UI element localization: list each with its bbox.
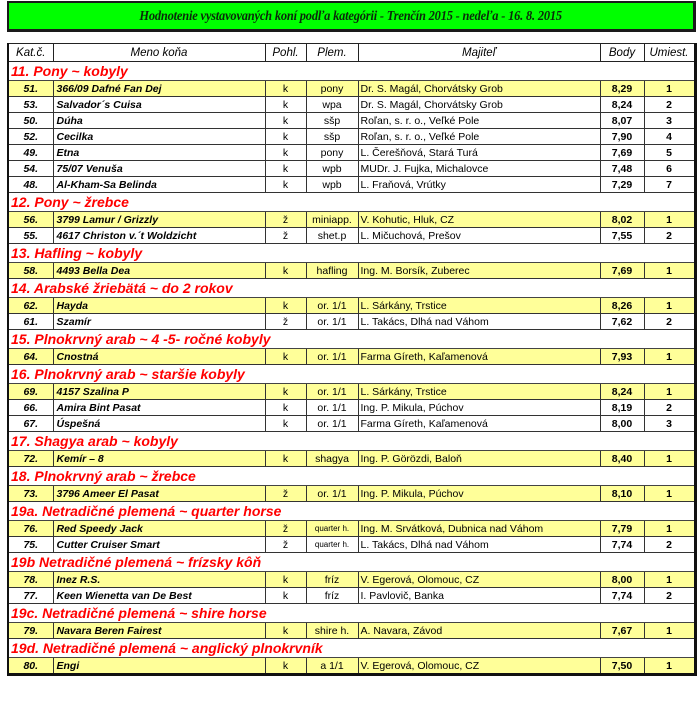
catalog-number: 72.: [8, 451, 53, 467]
placement: 2: [644, 228, 695, 244]
sex: k: [265, 349, 306, 365]
horse-name: 3796 Ameer El Pasat: [53, 486, 265, 502]
placement: 1: [644, 212, 695, 228]
table-row: [8, 588, 695, 604]
sex: k: [265, 263, 306, 279]
placement: 3: [644, 113, 695, 129]
table-row: [8, 113, 695, 129]
breed: shet.p: [306, 228, 358, 244]
catalog-number: 55.: [8, 228, 53, 244]
score: 7,79: [600, 521, 644, 537]
category-row: [8, 553, 695, 572]
score: 8,40: [600, 451, 644, 467]
catalog-number: 69.: [8, 384, 53, 400]
catalog-number: 62.: [8, 298, 53, 314]
score: 7,74: [600, 588, 644, 604]
owner: L. Čerešňová, Stará Turá: [358, 145, 600, 161]
category-row: [8, 502, 695, 521]
table-row: [8, 658, 695, 675]
horse-name: 4617 Christon v.´t Woldzicht: [53, 228, 265, 244]
horse-name: Red Speedy Jack: [53, 521, 265, 537]
sex: k: [265, 400, 306, 416]
score: 7,62: [600, 314, 644, 330]
results-table: [7, 43, 697, 676]
horse-name: Dúha: [53, 113, 265, 129]
owner: Roľan, s. r. o., Veľké Pole: [358, 113, 600, 129]
score: 7,29: [600, 177, 644, 193]
catalog-number: 76.: [8, 521, 53, 537]
category-title: 11. Pony ~ kobyly: [8, 62, 695, 81]
category-row: [8, 193, 695, 212]
catalog-number: 49.: [8, 145, 53, 161]
placement: 2: [644, 537, 695, 553]
catalog-number: 78.: [8, 572, 53, 588]
sex: k: [265, 113, 306, 129]
breed: sšp: [306, 129, 358, 145]
table-row: [8, 81, 695, 97]
category-title: 19c. Netradičné plemená ~ shire horse: [8, 604, 695, 623]
placement: 1: [644, 623, 695, 639]
score: 8,00: [600, 572, 644, 588]
catalog-number: 73.: [8, 486, 53, 502]
sex: ž: [265, 314, 306, 330]
table-row: [8, 521, 695, 537]
header-pohl: Pohl.: [265, 44, 306, 62]
breed: a 1/1: [306, 658, 358, 675]
category-row: [8, 639, 695, 658]
sex: ž: [265, 537, 306, 553]
placement: 1: [644, 658, 695, 675]
score: 7,55: [600, 228, 644, 244]
table-row: [8, 212, 695, 228]
page-title: Hodnotenie vystavovaných koní podľa kategórii - Trenčín 2015 - nedeľa - 16. 8. 2015: [139, 8, 563, 23]
breed: pony: [306, 145, 358, 161]
owner: L. Takács, Dlhá nad Váhom: [358, 537, 600, 553]
score: 7,93: [600, 349, 644, 365]
placement: 1: [644, 384, 695, 400]
horse-name: Keen Wienetta van De Best: [53, 588, 265, 604]
placement: 1: [644, 572, 695, 588]
sex: k: [265, 658, 306, 675]
breed: sšp: [306, 113, 358, 129]
catalog-number: 77.: [8, 588, 53, 604]
category-title: 14. Arabské žriebätá ~ do 2 rokov: [8, 279, 695, 298]
sex: k: [265, 97, 306, 113]
breed: quarter h.: [306, 521, 358, 537]
horse-name: Inez R.S.: [53, 572, 265, 588]
table-row: [8, 400, 695, 416]
sex: k: [265, 623, 306, 639]
horse-name: Hayda: [53, 298, 265, 314]
owner: Farma Gíreth, Kaľamenová: [358, 416, 600, 432]
owner: Dr. S. Magál, Chorvátsky Grob: [358, 97, 600, 113]
horse-name: 4157 Szalina P: [53, 384, 265, 400]
owner: Dr. S. Magál, Chorvátsky Grob: [358, 81, 600, 97]
category-title: 19a. Netradičné plemená ~ quarter horse: [8, 502, 695, 521]
horse-name: Salvador´s Cuisa: [53, 97, 265, 113]
score: 8,24: [600, 97, 644, 113]
owner: Ing. P. Mikula, Púchov: [358, 400, 600, 416]
breed: quarter h.: [306, 537, 358, 553]
horse-name: 3799 Lamur / Grizzly: [53, 212, 265, 228]
horse-name: Amira Bint Pasat: [53, 400, 265, 416]
breed: wpb: [306, 177, 358, 193]
catalog-number: 61.: [8, 314, 53, 330]
breed: wpa: [306, 97, 358, 113]
header-majitel: Majiteľ: [358, 44, 600, 62]
catalog-number: 50.: [8, 113, 53, 129]
table-row: [8, 451, 695, 467]
breed: or. 1/1: [306, 416, 358, 432]
horse-name: Szamír: [53, 314, 265, 330]
breed: fríz: [306, 572, 358, 588]
owner: L. Takács, Dlhá nad Váhom: [358, 314, 600, 330]
placement: 1: [644, 451, 695, 467]
breed: or. 1/1: [306, 384, 358, 400]
table-row: [8, 623, 695, 639]
category-title: 12. Pony ~ žrebce: [8, 193, 695, 212]
category-title: 19b Netradičné plemená ~ frízsky kôň: [8, 553, 695, 572]
breed: or. 1/1: [306, 486, 358, 502]
placement: 6: [644, 161, 695, 177]
category-title: 16. Plnokrvný arab ~ staršie kobyly: [8, 365, 695, 384]
table-row: [8, 97, 695, 113]
table-row: [8, 145, 695, 161]
category-row: [8, 62, 695, 81]
horse-name: Cnostná: [53, 349, 265, 365]
title-banner: [7, 1, 696, 32]
sex: ž: [265, 212, 306, 228]
breed: or. 1/1: [306, 400, 358, 416]
table-row: [8, 298, 695, 314]
score: 8,07: [600, 113, 644, 129]
owner: MUDr. J. Fujka, Michalovce: [358, 161, 600, 177]
category-row: [8, 604, 695, 623]
header-kat: Kat.č.: [8, 44, 53, 62]
placement: 1: [644, 263, 695, 279]
owner: L. Sárkány, Trstice: [358, 384, 600, 400]
header-plem: Plem.: [306, 44, 358, 62]
breed: or. 1/1: [306, 314, 358, 330]
catalog-number: 58.: [8, 263, 53, 279]
horse-name: Cutter Cruiser Smart: [53, 537, 265, 553]
horse-name: Úspešná: [53, 416, 265, 432]
placement: 1: [644, 81, 695, 97]
placement: 5: [644, 145, 695, 161]
table-header-row: [8, 44, 695, 62]
owner: Ing. P. Görözdi, Baloň: [358, 451, 600, 467]
sex: k: [265, 384, 306, 400]
table-row: [8, 263, 695, 279]
catalog-number: 79.: [8, 623, 53, 639]
breed: or. 1/1: [306, 349, 358, 365]
sex: k: [265, 588, 306, 604]
category-title: 17. Shagya arab ~ kobyly: [8, 432, 695, 451]
catalog-number: 66.: [8, 400, 53, 416]
owner: L. Sárkány, Trstice: [358, 298, 600, 314]
owner: A. Navara, Závod: [358, 623, 600, 639]
breed: wpb: [306, 161, 358, 177]
owner: V. Egerová, Olomouc, CZ: [358, 658, 600, 675]
owner: Ing. M. Srvátková, Dubnica nad Váhom: [358, 521, 600, 537]
category-title: 15. Plnokrvný arab ~ 4 -5- ročné kobyly: [8, 330, 695, 349]
table-row: [8, 161, 695, 177]
horse-name: Cecilka: [53, 129, 265, 145]
horse-name: Engi: [53, 658, 265, 675]
placement: 4: [644, 129, 695, 145]
sex: k: [265, 129, 306, 145]
horse-name: 75/07 Venuša: [53, 161, 265, 177]
category-row: [8, 467, 695, 486]
table-row: [8, 537, 695, 553]
table-body: [8, 62, 695, 675]
horse-name: Al-Kham-Sa Belinda: [53, 177, 265, 193]
owner: Farma Gíreth, Kaľamenová: [358, 349, 600, 365]
catalog-number: 64.: [8, 349, 53, 365]
breed: shagya: [306, 451, 358, 467]
header-meno: Meno koňa: [53, 44, 265, 62]
score: 7,69: [600, 145, 644, 161]
catalog-number: 52.: [8, 129, 53, 145]
sex: k: [265, 298, 306, 314]
score: 7,67: [600, 623, 644, 639]
sex: k: [265, 81, 306, 97]
placement: 1: [644, 486, 695, 502]
horse-name: Navara Beren Fairest: [53, 623, 265, 639]
sex: ž: [265, 486, 306, 502]
catalog-number: 56.: [8, 212, 53, 228]
placement: 1: [644, 298, 695, 314]
table-row: [8, 177, 695, 193]
table-row: [8, 228, 695, 244]
table-row: [8, 384, 695, 400]
sex: k: [265, 416, 306, 432]
category-title: 13. Hafling ~ kobyly: [8, 244, 695, 263]
breed: miniapp.: [306, 212, 358, 228]
table-row: [8, 349, 695, 365]
horse-name: Kemír – 8: [53, 451, 265, 467]
sex: k: [265, 572, 306, 588]
score: 8,29: [600, 81, 644, 97]
catalog-number: 48.: [8, 177, 53, 193]
catalog-number: 67.: [8, 416, 53, 432]
horse-name: 366/09 Dafné Fan Dej: [53, 81, 265, 97]
owner: I. Pavlovič, Banka: [358, 588, 600, 604]
catalog-number: 53.: [8, 97, 53, 113]
sex: ž: [265, 228, 306, 244]
placement: 2: [644, 588, 695, 604]
catalog-number: 51.: [8, 81, 53, 97]
owner: L. Fraňová, Vrútky: [358, 177, 600, 193]
placement: 2: [644, 97, 695, 113]
breed: pony: [306, 81, 358, 97]
score: 8,24: [600, 384, 644, 400]
catalog-number: 54.: [8, 161, 53, 177]
owner: V. Egerová, Olomouc, CZ: [358, 572, 600, 588]
horse-name: Etna: [53, 145, 265, 161]
breed: fríz: [306, 588, 358, 604]
table-row: [8, 314, 695, 330]
score: 8,02: [600, 212, 644, 228]
placement: 2: [644, 314, 695, 330]
category-row: [8, 365, 695, 384]
category-row: [8, 330, 695, 349]
sex: k: [265, 145, 306, 161]
score: 7,50: [600, 658, 644, 675]
header-umiest: Umiest.: [644, 44, 695, 62]
score: 8,26: [600, 298, 644, 314]
owner: Ing. P. Mikula, Púchov: [358, 486, 600, 502]
breed: or. 1/1: [306, 298, 358, 314]
score: 7,69: [600, 263, 644, 279]
table-row: [8, 416, 695, 432]
score: 7,74: [600, 537, 644, 553]
owner: Roľan, s. r. o., Veľké Pole: [358, 129, 600, 145]
sex: k: [265, 161, 306, 177]
sex: k: [265, 451, 306, 467]
score: 8,19: [600, 400, 644, 416]
owner: L. Mičuchová, Prešov: [358, 228, 600, 244]
table-row: [8, 486, 695, 502]
catalog-number: 75.: [8, 537, 53, 553]
category-title: 19d. Netradičné plemená ~ anglický plnokrvník: [8, 639, 695, 658]
header-body: Body: [600, 44, 644, 62]
table-row: [8, 572, 695, 588]
sex: k: [265, 177, 306, 193]
table-row: [8, 129, 695, 145]
breed: shire h.: [306, 623, 358, 639]
placement: 2: [644, 400, 695, 416]
sex: ž: [265, 521, 306, 537]
breed: hafling: [306, 263, 358, 279]
category-row: [8, 244, 695, 263]
owner: V. Kohutic, Hluk, CZ: [358, 212, 600, 228]
placement: 7: [644, 177, 695, 193]
horse-name: 4493 Bella Dea: [53, 263, 265, 279]
owner: Ing. M. Borsík, Zuberec: [358, 263, 600, 279]
category-title: 18. Plnokrvný arab ~ žrebce: [8, 467, 695, 486]
score: 7,48: [600, 161, 644, 177]
score: 7,90: [600, 129, 644, 145]
category-row: [8, 279, 695, 298]
placement: 1: [644, 521, 695, 537]
category-row: [8, 432, 695, 451]
placement: 1: [644, 349, 695, 365]
placement: 3: [644, 416, 695, 432]
score: 8,10: [600, 486, 644, 502]
catalog-number: 80.: [8, 658, 53, 675]
score: 8,00: [600, 416, 644, 432]
